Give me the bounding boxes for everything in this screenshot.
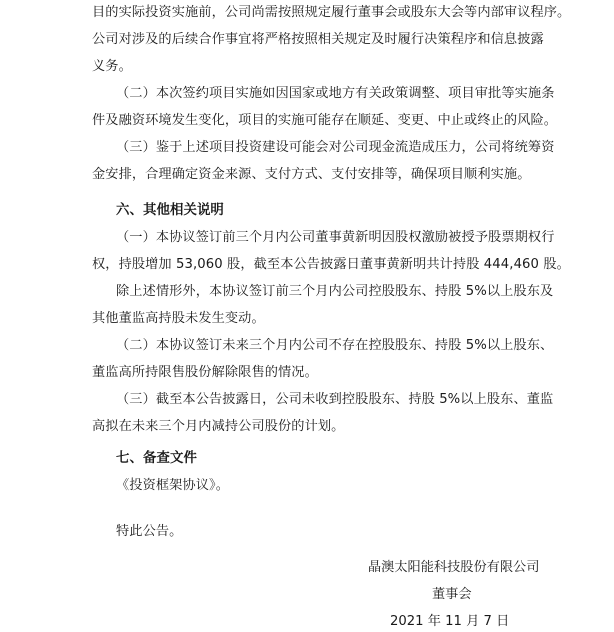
body-line: （一）本协议签订前三个月内公司董事黄新明因股权激励被授予股票期权行 [116, 230, 555, 245]
body-line: 件及融资环境发生变化，项目的实施可能存在顺延、变更、中止或终止的风险。 [92, 113, 558, 128]
body-line: 目的实际投资实施前，公司尚需按照规定履行董事会或股东大会等内部审议程序。 [92, 5, 571, 20]
body-line: 其他董监高持股未发生变动。 [92, 311, 265, 326]
body-line: （三）鉴于上述项目投资建设可能会对公司现金流造成压力，公司将统筹资 [116, 140, 555, 155]
body-line: （二）本协议签订未来三个月内公司不存在控股股东、持股 5%以上股东、 [116, 338, 554, 353]
section-heading-6: 六、其他相关说明 [116, 203, 224, 218]
signature-company: 晶澳太阳能科技股份有限公司 [368, 560, 540, 575]
body-line: 金安排，合理确定资金来源、支付方式、支付安排等，确保项目顺利实施。 [92, 167, 531, 182]
body-line: 义务。 [92, 59, 132, 74]
body-line: 高拟在未来三个月内减持公司股份的计划。 [92, 419, 345, 434]
section-heading-7: 七、备查文件 [116, 451, 197, 466]
body-line: （二）本次签约项目实施如因国家或地方有关政策调整、项目审批等实施条 [116, 86, 555, 101]
body-line: 权，持股增加 53,060 股，截至本公告披露日董事黄新明共计持股 444,460 股。 [92, 257, 570, 272]
signature-board: 董事会 [432, 587, 472, 602]
reference-document-item: 《投资框架协议》。 [116, 478, 229, 493]
body-line: （三）截至本公告披露日，公司未收到控股股东、持股 5%以上股东、董监 [116, 392, 554, 407]
body-line: 董监高所持限售股份解除限售的情况。 [92, 365, 318, 380]
body-line: 公司对涉及的后续合作事宜将严格按照相关规定及时履行决策程序和信息披露 [92, 32, 544, 47]
signature-date: 2021 年 11 月 7 日 [390, 614, 510, 629]
body-line: 除上述情形外，本协议签订前三个月内公司控股股东、持股 5%以上股东及 [116, 284, 554, 299]
closing-text: 特此公告。 [116, 524, 183, 539]
